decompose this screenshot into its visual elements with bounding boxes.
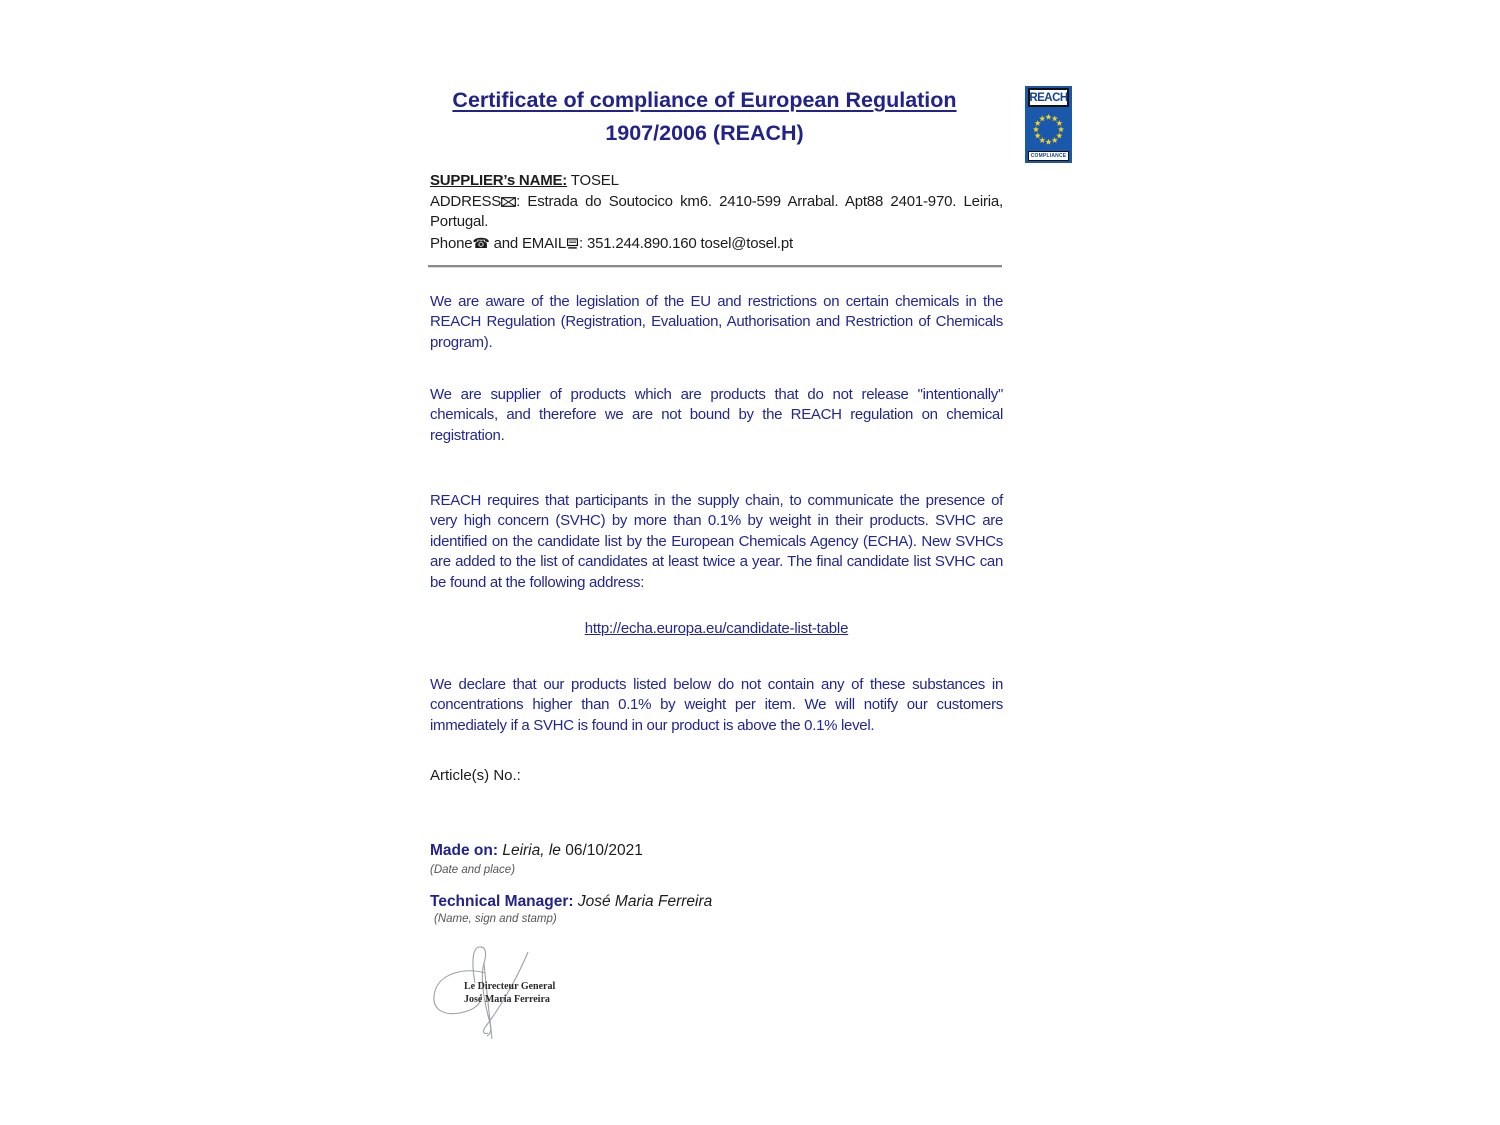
title-line-1: Certificate of compliance of European Regulation xyxy=(452,88,957,112)
compliance-logo-text: COMPLIANCE xyxy=(1028,151,1069,161)
address-value: : Estrada do Soutocico km6. 2410-599 Arrabal. Apt88 2401-970. Leiria, Portugal. xyxy=(430,192,1003,230)
made-on-row xyxy=(430,842,643,860)
name-sign-caption: (Name, sign and stamp) xyxy=(434,913,557,925)
technical-manager-row xyxy=(430,893,712,911)
phone-email-value: : 351.244.890.160 tosel@tosel.pt xyxy=(579,234,794,252)
paragraph-declaration: We declare that our products listed below do not contain any of these substances in concentrations higher than 0.1% by weight per item. We will notify our customers immediately if a SVHC is found in our product is above the 0.1% level. xyxy=(430,676,1003,734)
paragraph-awareness: We are aware of the legislation of the EU and restrictions on certain chemicals in the REACH Regulation (Registration, Evaluation, Authorisation and Restriction of Chemicals program). xyxy=(430,293,1003,351)
computer-icon xyxy=(566,238,579,249)
supplier-block xyxy=(430,171,1003,254)
email-label: and EMAIL xyxy=(489,234,567,252)
title-line-2: 1907/2006 (REACH) xyxy=(605,121,804,145)
technical-manager-name: José Maria Ferreira xyxy=(573,893,713,910)
eu-stars-icon xyxy=(1028,111,1069,148)
phone-label: Phone xyxy=(430,234,473,252)
date-place-caption: (Date and place) xyxy=(430,864,516,876)
signature-title-line: Le Directeur General xyxy=(464,981,556,992)
address-label: ADDRESS xyxy=(430,192,502,210)
articles-no-label: Article(s) No.: xyxy=(430,767,521,784)
made-on-date: 06/10/2021 xyxy=(565,842,643,859)
signature-name-line: José Maria Ferreira xyxy=(464,993,550,1005)
supplier-name-label: SUPPLIER’s NAME: xyxy=(430,172,568,189)
paragraph-reach-requirements: REACH requires that participants in the supply chain, to communicate the presence of very high concern (SVHC) by more than 0.1% by weight in their products. SVHC are identified on the candidate list by the European Chemicals Agency (ECHA). New SVHCs are added to the list of candidates at least twice a year. The final candidate list SVHC can be found at the following address: xyxy=(430,492,1003,591)
made-on-label: Made on: xyxy=(430,842,499,859)
signature-block xyxy=(426,941,556,1046)
paragraph-supplier-statement: We are supplier of products which are products that do not release "intentionally" chemicals, and therefore we are not bound by the REACH regulation on chemical registration. xyxy=(430,386,1003,444)
candidate-list-link[interactable]: http://echa.europa.eu/candidate-list-table xyxy=(584,620,849,637)
made-on-place: Leiria, le xyxy=(498,842,566,859)
candidate-list-link-row xyxy=(430,620,1003,638)
reach-compliance-logo xyxy=(1025,86,1072,163)
envelope-icon xyxy=(501,197,516,207)
page-title xyxy=(430,84,979,150)
horizontal-divider xyxy=(428,265,1002,268)
reach-logo-text: REACH xyxy=(1028,88,1069,107)
phone-icon: ☎ xyxy=(472,234,490,251)
technical-manager-label: Technical Manager: xyxy=(430,893,574,910)
supplier-name-value: TOSEL xyxy=(567,172,619,189)
signature-stamp-text xyxy=(464,981,555,1006)
